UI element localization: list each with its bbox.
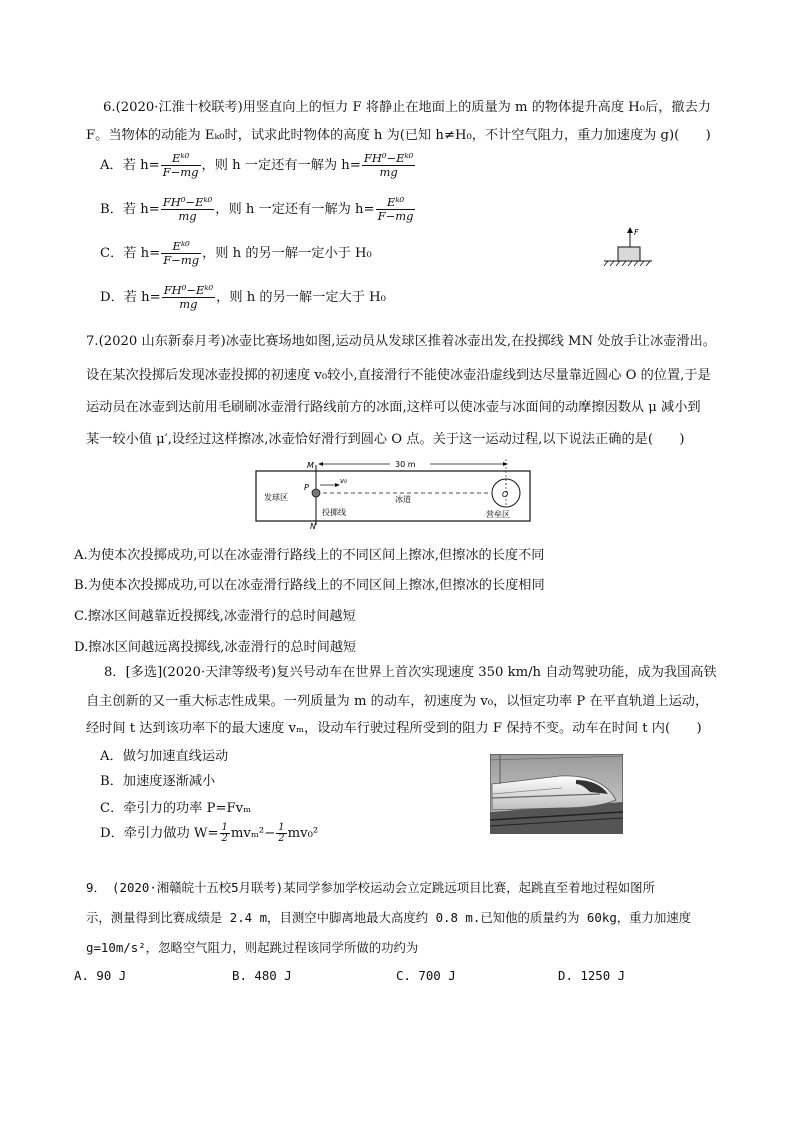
q9-option-c: C. 700 J xyxy=(396,968,456,983)
zone-start-label: 发球区 xyxy=(264,493,288,502)
q8-option-c: C．牵引力的功率 P=Fvₘ xyxy=(100,801,252,816)
curling-field-figure xyxy=(250,455,540,530)
q9-option-a: A. 90 J xyxy=(74,968,127,983)
q7-option-b: B.为使本次投掷成功,可以在冰壶滑行路线上的不同区间上擦冰,但擦冰的长度相同 xyxy=(74,578,545,593)
throw-line-label: 投掷线 xyxy=(322,508,346,517)
q6-stem-line1: 6.(2020·江淮十校联考)用竖直向上的恒力 F 将静止在地面上的质量为 m 的物体提升高度 H₀后，撤去力 xyxy=(103,100,711,115)
q7-stem-line2: 设在某次投掷后发现冰壶投掷的初速度 v₀较小,直接滑行不能使冰壶沿虚线到达尽量靠近圆心 O 的位置,于是 xyxy=(86,368,711,383)
zone-camp-label: 营垒区 xyxy=(486,510,510,519)
q9-option-b: B. 480 J xyxy=(232,968,292,983)
q7-stem-line4: 某一较小值 μ′,设经过这样擦冰,冰壶恰好滑行到圆心 O 点。关于这一运动过程,以下说法正确的是( ) xyxy=(86,432,685,447)
q9-stem-line1: 9． (2020·湘赣皖十五校5月联考)某同学参加学校运动会立定跳远项目比赛，起跳直至着地过程如图所 xyxy=(86,880,655,895)
zone-lane-label: 冰道 xyxy=(395,495,411,504)
label-o: O xyxy=(502,490,509,499)
q9-stem-line2: 示，测量得到比赛成绩是 2.4 m，目测空中脚离地最大高度约 0.8 m.已知他的质量约为 60kg，重力加速度 xyxy=(86,910,692,925)
q7-option-a: A.为使本次投掷成功,可以在冰壶滑行路线上的不同区间上擦冰,但擦冰的长度不同 xyxy=(74,548,545,563)
q8-option-d: D．牵引力做功 W= $\frac{1}{2}$ mvₘ²− $\frac{1}{2}$ mv₀² xyxy=(100,822,319,844)
q8-option-a: A．做匀加速直线运动 xyxy=(100,749,229,764)
q9-stem-line3: g=10m/s²，忽略空气阻力，则起跳过程该同学所做的功约为 xyxy=(86,940,419,955)
q7-stem-line3: 运动员在冰壶到达前用毛刷刷冰壶滑行路线前方的冰面,这样可以使冰壶与冰面间的动摩擦因数从 μ 减小到 xyxy=(86,400,701,415)
q6-option-a: A．若 h= $\frac{\text{Eᵏ⁰}}{F-mg}$ ，则 h 一定还有一解为 h= $\frac{\text{FH⁰−Eᵏ⁰}}{mg}$ xyxy=(100,151,414,179)
label-v0: v₀ xyxy=(340,477,347,485)
q8-stem-line1: 8．[多选](2020·天津等级考)复兴号动车在世界上首次实现速度 350 km/h 自动驾驶功能，成为我国高铁 xyxy=(104,665,717,680)
label-m: M xyxy=(307,461,314,470)
q7-option-c: C.擦冰区间越靠近投掷线,冰壶滑行的总时间越短 xyxy=(74,609,356,624)
q9-option-d: D. 1250 J xyxy=(558,968,626,983)
label-n: N xyxy=(310,522,316,530)
q6-option-d: D．若 h= $\frac{\text{FH⁰−Eᵏ⁰}}{mg}$ ，则 h 的另一解一定大于 H₀ xyxy=(100,283,386,311)
q8-option-b: B．加速度逐渐减小 xyxy=(100,774,216,789)
q6-option-c: C．若 h= $\frac{\text{Eᵏ⁰}}{F-mg}$ ，则 h 的另一解一定小于 H₀ xyxy=(100,239,372,267)
q6-stem-line2: F。当物体的动能为 Eₖ₀时，试求此时物体的高度 h 为(已知 h≠H₀，不计空气阻力，重力加速度为 g)( ) xyxy=(86,128,711,143)
q8-stem-line2: 自主创新的又一重大标志性成果。一列质量为 m 的动车，初速度为 v₀，以恒定功率 P 在平直轨道上运动， xyxy=(86,694,709,709)
label-p: P xyxy=(304,483,309,492)
q8-stem-line3: 经时间 t 达到该功率下的最大速度 vₘ，设动车行驶过程所受到的阻力 F 保持不变。动车在时间 t 内( ) xyxy=(86,721,702,736)
q7-option-d: D.擦冰区间越远离投掷线,冰壶滑行的总时间越短 xyxy=(74,640,357,655)
train-photo xyxy=(490,754,623,834)
distance-label: 30 m xyxy=(395,460,416,469)
q6-force-figure xyxy=(600,225,660,270)
force-label-f: F xyxy=(634,228,639,237)
q7-stem-line1: 7.(2020 山东新泰月考)冰壶比赛场地如图,运动员从发球区推着冰壶出发,在投掷线 MN 处放手让冰壶滑出。 xyxy=(86,334,716,349)
q6-option-b: B．若 h= $\frac{\text{FH⁰−Eᵏ⁰}}{mg}$ ，则 h 一定还有一解为 h= $\frac{\text{Eᵏ⁰}}{F-mg}$ xyxy=(100,195,414,223)
